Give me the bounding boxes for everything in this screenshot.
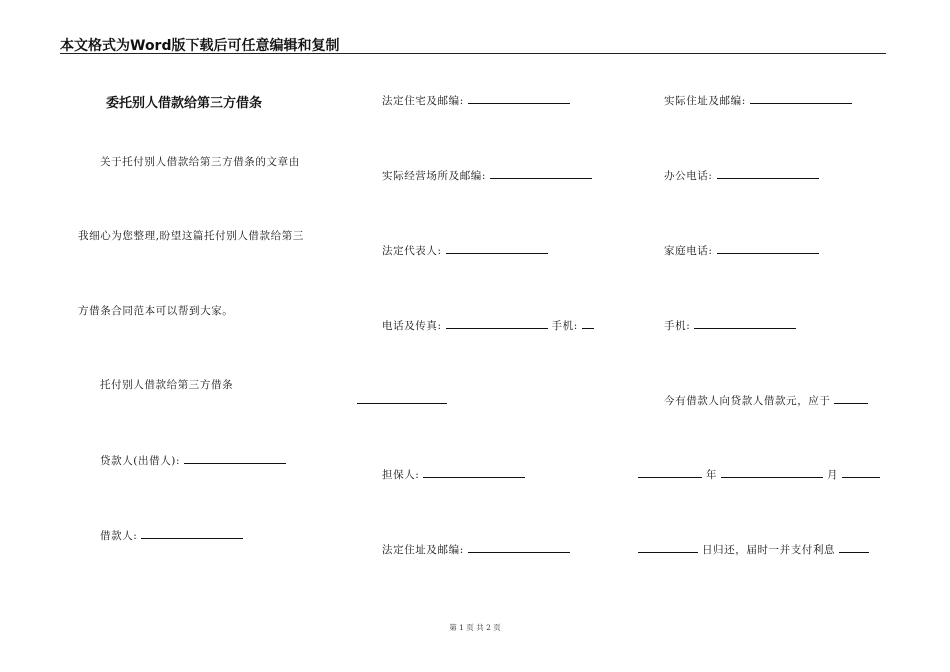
actual-address-field	[664, 93, 852, 108]
phone-fax-blank	[446, 318, 548, 329]
mobile-label: 手机:	[664, 320, 691, 332]
guarantor-field	[382, 467, 525, 482]
residence-blank	[468, 93, 570, 104]
lender-field	[100, 453, 286, 468]
blank-line	[357, 403, 447, 404]
page-header	[60, 36, 886, 54]
legal-rep-label: 法定代表人:	[382, 245, 442, 257]
actual-address-label: 实际住址及邮编:	[664, 95, 746, 107]
home-phone-label: 家庭电话:	[664, 245, 713, 257]
repayment-line	[638, 542, 869, 557]
address-field	[382, 542, 570, 557]
lender-blank	[184, 453, 286, 464]
borrower-field	[100, 528, 243, 543]
borrower-blank	[141, 528, 243, 539]
intro-line-2: 我细心为您整理,盼望这篇托付别人借款给第三	[78, 230, 304, 242]
month-label: 月	[826, 469, 839, 481]
intro-line-1: 关于托付别人借款给第三方借条的文章由	[100, 156, 300, 168]
loan-text: 今有借款人向贷款人借款元，应于	[664, 395, 831, 407]
actual-address-blank	[750, 93, 852, 104]
mobile-blank	[694, 318, 796, 329]
document-title: 委托别人借款给第三方借条	[106, 96, 263, 111]
day-blank	[842, 467, 880, 478]
year-blank	[638, 467, 702, 478]
month-blank	[721, 467, 823, 478]
header-text: 本文格式为Word版下载后可任意编辑和复制	[60, 38, 340, 54]
address-blank	[468, 542, 570, 553]
home-phone-field	[664, 243, 819, 258]
business-blank	[490, 168, 592, 179]
guarantor-label: 担保人:	[382, 469, 420, 481]
section-heading: 托付别人借款给第三方借条	[100, 379, 234, 391]
intro-line-3: 方借条合同范本可以帮到大家。	[78, 305, 234, 317]
office-phone-label: 办公电话:	[664, 170, 713, 182]
year-label: 年	[705, 469, 718, 481]
residence-field	[382, 93, 570, 108]
address-label: 法定住址及邮编:	[382, 544, 464, 556]
office-phone-blank	[717, 168, 819, 179]
home-phone-blank	[717, 243, 819, 254]
lender-label: 贷款人(出借人):	[100, 455, 181, 467]
day-fill-blank	[638, 542, 698, 553]
interest-blank	[839, 542, 869, 553]
legal-rep-blank	[446, 243, 548, 254]
repay-text: 日归还，届时一并支付利息	[701, 544, 836, 556]
mobile-label-col2: 手机:	[551, 320, 578, 332]
loan-due-blank	[834, 393, 868, 404]
business-field	[382, 168, 592, 183]
phone-fax-label: 电话及传真:	[382, 320, 442, 332]
due-date-line	[638, 467, 880, 482]
mobile-field	[664, 318, 796, 333]
office-phone-field	[664, 168, 819, 183]
loan-statement	[664, 393, 868, 408]
residence-label: 法定住宅及邮编:	[382, 95, 464, 107]
phone-fax-field	[382, 318, 594, 333]
page-number: 第 1 页 共 2 页	[449, 623, 501, 632]
business-label: 实际经营场所及邮编:	[382, 170, 487, 182]
mobile-blank-col2	[582, 318, 594, 329]
borrower-label: 借款人:	[100, 530, 138, 542]
guarantor-blank	[423, 467, 525, 478]
legal-rep-field	[382, 243, 548, 258]
